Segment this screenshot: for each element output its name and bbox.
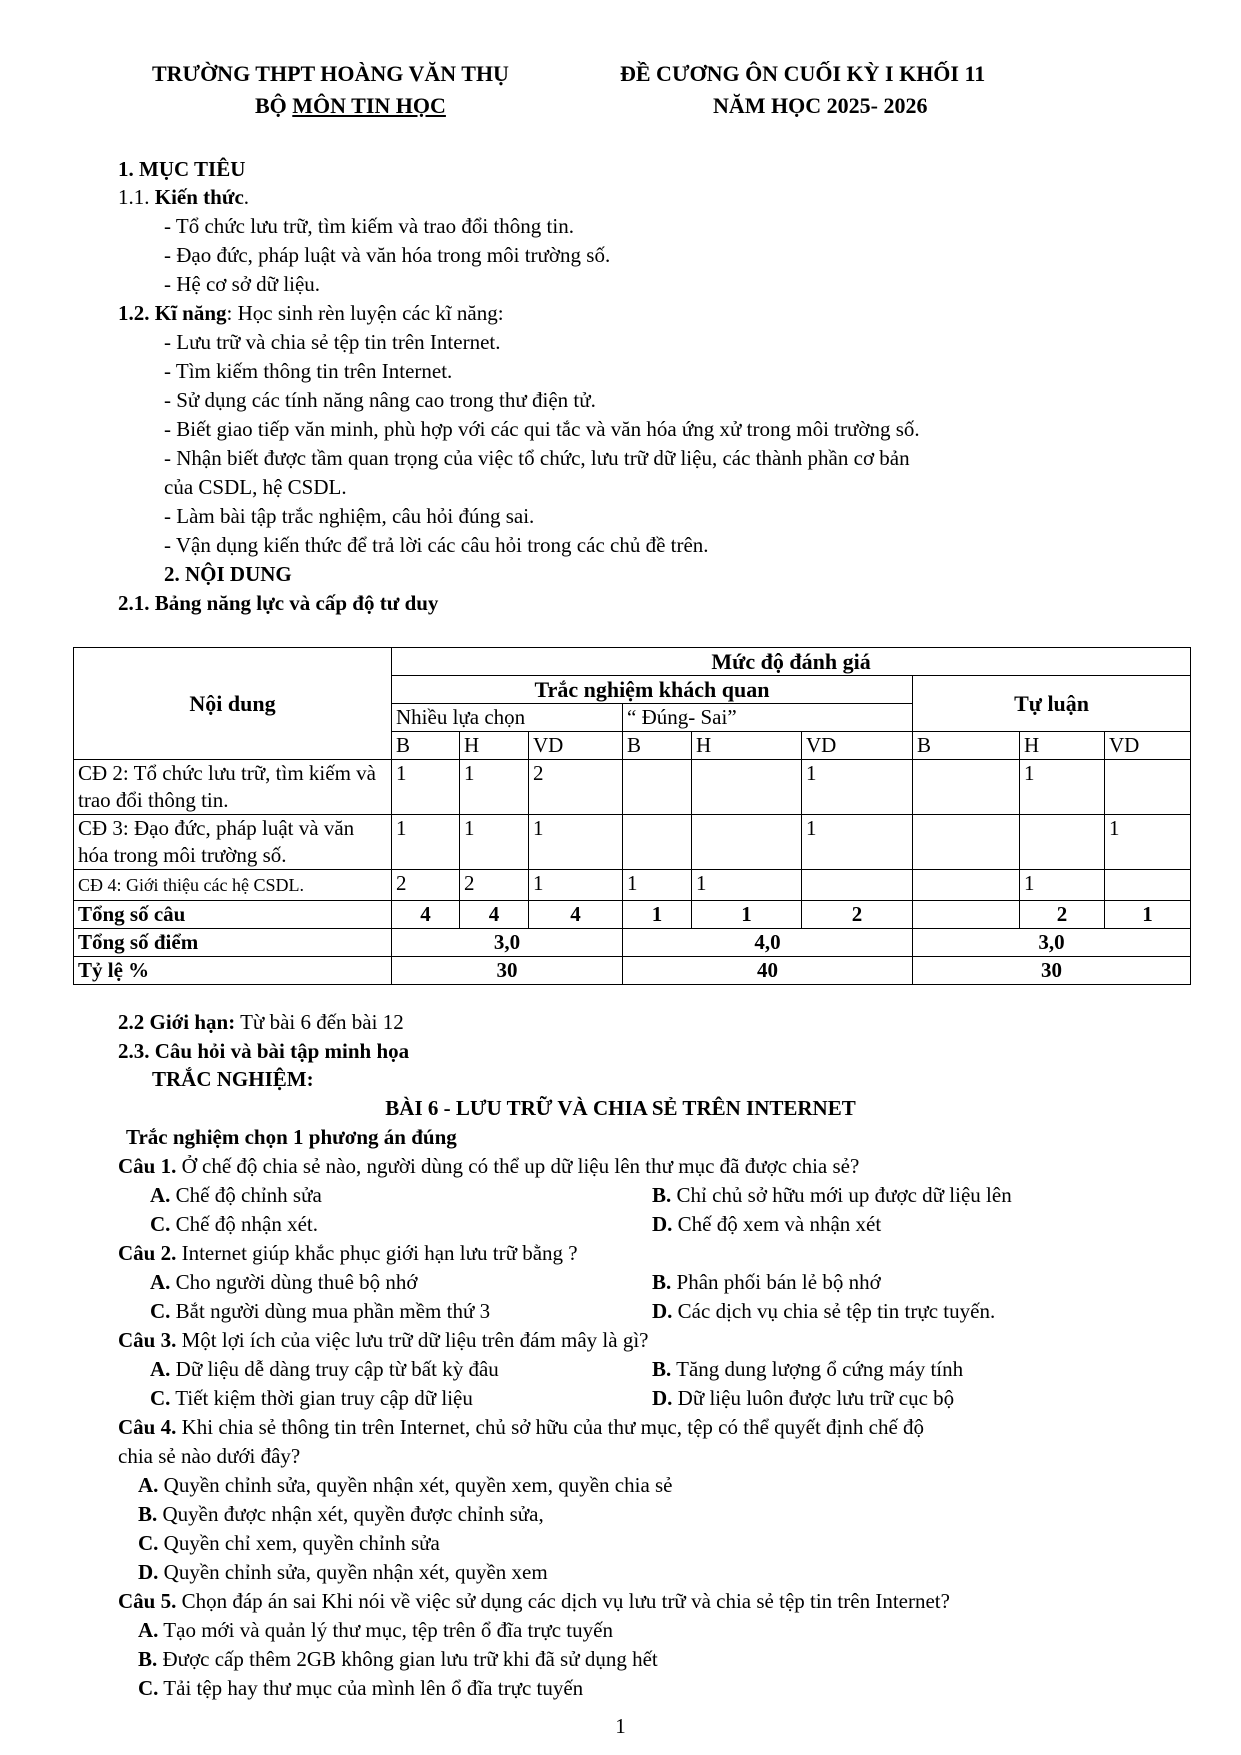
option	[652, 1358, 963, 1381]
instruction: Trắc nghiệm chọn 1 phương án đúng	[126, 1125, 457, 1149]
department	[255, 94, 446, 118]
question-number: Câu 4.	[118, 1415, 177, 1439]
data-cell: 1	[1020, 870, 1105, 901]
option-text: Chế độ chỉnh sửa	[170, 1183, 322, 1207]
page-number: 1	[615, 1714, 626, 1738]
option-text: Chế độ xem và nhận xét	[672, 1212, 882, 1236]
level-cell: VD	[529, 732, 623, 760]
level-cell: B	[913, 732, 1020, 760]
assessment-table	[73, 647, 1191, 985]
total-cell: 2	[1020, 901, 1105, 929]
knowledge-label: Kiến thức	[154, 185, 244, 209]
option	[138, 1677, 583, 1700]
points-cell: 3,0	[392, 929, 623, 957]
data-cell: 1	[802, 815, 913, 870]
question	[118, 1416, 924, 1439]
total-cell: 1	[623, 901, 692, 929]
skills-intro: : Học sinh rèn luyện các kĩ năng:	[226, 301, 504, 325]
option	[150, 1184, 322, 1207]
option-text: Cho người dùng thuê bộ nhớ	[170, 1270, 418, 1294]
header-dung-sai: “ Đúng- Sai”	[623, 704, 913, 732]
skills-item: - Nhận biết được tầm quan trọng của việc tổ chức, lưu trữ dữ liệu, các thành phần cơ bản	[164, 446, 910, 470]
table-row-total-questions	[74, 901, 1191, 929]
ratio-cell: 30	[913, 957, 1191, 985]
option-letter: A.	[150, 1270, 171, 1294]
option-letter: C.	[150, 1299, 171, 1323]
skills-item: của CSDL, hệ CSDL.	[164, 475, 347, 499]
option-text: Quyền chỉ xem, quyền chỉnh sửa	[158, 1531, 440, 1555]
question-text: Chọn đáp án sai Khi nói về việc sử dụng các dịch vụ lưu trữ và chia sẻ tệp tin trên Internet?	[176, 1589, 950, 1613]
limit-label: 2.2 Giới hạn:	[118, 1010, 236, 1034]
option-text: Được cấp thêm 2GB không gian lưu trữ khi đã sử dụng hết	[157, 1647, 658, 1671]
document-title: ĐỀ CƯƠNG ÔN CUỐI KỲ I KHỐI 11	[620, 61, 986, 86]
data-cell	[1020, 815, 1105, 870]
total-cell: 1	[692, 901, 802, 929]
row-label: CĐ 3: Đạo đức, pháp luật và văn hóa trong môi trường số.	[74, 815, 392, 870]
data-cell	[1105, 760, 1191, 815]
option-text: Tải tệp hay thư mục của mình lên ổ đĩa trực tuyến	[158, 1676, 584, 1700]
data-cell	[913, 815, 1020, 870]
option-letter: B.	[652, 1357, 672, 1381]
data-cell: 2	[392, 870, 460, 901]
option	[138, 1532, 440, 1555]
skills-item: - Làm bài tập trắc nghiệm, câu hỏi đúng sai.	[164, 504, 535, 528]
table-row	[74, 815, 1191, 870]
school-year: NĂM HỌC 2025- 2026	[713, 93, 928, 118]
question-text: Ở chế độ chia sẻ nào, người dùng có thể up dữ liệu lên thư mục đã được chia sẻ?	[176, 1154, 860, 1178]
section-1-heading: 1. MỤC TIÊU	[118, 157, 246, 181]
total-cell: 4	[529, 901, 623, 929]
option-text: Chỉ chủ sở hữu mới up được dữ liệu lên	[671, 1183, 1012, 1207]
total-cell: 2	[802, 901, 913, 929]
level-cell: B	[392, 732, 460, 760]
data-cell	[913, 760, 1020, 815]
data-cell	[913, 870, 1020, 901]
option-text: Dữ liệu dễ dàng truy cập từ bất kỳ đâu	[170, 1357, 499, 1381]
option	[138, 1648, 658, 1671]
ratio-cell: 40	[623, 957, 913, 985]
data-cell	[623, 760, 692, 815]
option	[138, 1474, 673, 1497]
option	[652, 1184, 1012, 1207]
level-cell: H	[692, 732, 802, 760]
header-noi-dung: Nội dung	[74, 648, 392, 760]
question-text-cont: chia sẻ nào dưới đây?	[118, 1444, 301, 1468]
question-text: Một lợi ích của việc lưu trữ dữ liệu trên đám mây là gì?	[176, 1328, 649, 1352]
section-2-3-heading: 2.3. Câu hỏi và bài tập minh họa	[118, 1039, 410, 1063]
row-label: Tổng số điểm	[74, 929, 392, 957]
option-letter: A.	[138, 1473, 159, 1497]
level-cell: VD	[1105, 732, 1191, 760]
school-name: TRƯỜNG THPT HOÀNG VĂN THỤ	[152, 61, 509, 86]
level-cell: B	[623, 732, 692, 760]
question-number: Câu 3.	[118, 1328, 177, 1352]
data-cell: 1	[1020, 760, 1105, 815]
option-text: Tiết kiệm thời gian truy cập dữ liệu	[170, 1386, 473, 1410]
row-label: CĐ 2: Tổ chức lưu trữ, tìm kiếm và trao đổi thông tin.	[74, 760, 392, 815]
data-cell: 1	[692, 870, 802, 901]
row-label: Tổng số câu	[74, 901, 392, 929]
option	[138, 1503, 544, 1526]
option-text: Bắt người dùng mua phần mềm thứ 3	[170, 1299, 491, 1323]
table-row-total-points	[74, 929, 1191, 957]
ratio-cell: 30	[392, 957, 623, 985]
question-number: Câu 1.	[118, 1154, 177, 1178]
total-cell: 4	[392, 901, 460, 929]
section-2-2	[118, 1011, 404, 1034]
option-text: Quyền được nhận xét, quyền được chỉnh sửa,	[157, 1502, 544, 1526]
option-letter: B.	[138, 1502, 158, 1526]
option	[652, 1213, 881, 1236]
row-label: Tỷ lệ %	[74, 957, 392, 985]
option-text: Tạo mới và quản lý thư mục, tệp trên ổ đĩa trực tuyến	[158, 1618, 613, 1642]
department-name: MÔN TIN HỌC	[292, 93, 446, 118]
data-cell: 1	[529, 870, 623, 901]
question-text: Khi chia sẻ thông tin trên Internet, chủ sở hữu của thư mục, tệp có thể quyết định chế độ	[176, 1415, 925, 1439]
limit-text: Từ bài 6 đến bài 12	[235, 1010, 404, 1034]
skills-heading	[118, 302, 504, 325]
option-letter: B.	[138, 1647, 158, 1671]
data-cell: 1	[802, 760, 913, 815]
data-cell: 2	[460, 870, 529, 901]
skills-item: - Biết giao tiếp văn minh, phù hợp với các qui tắc và văn hóa ứng xử trong môi trường số.	[164, 417, 920, 441]
question	[118, 1155, 859, 1178]
option-text: Quyền chỉnh sửa, quyền nhận xét, quyền xem	[158, 1560, 548, 1584]
skills-label: 1.2. Kĩ năng	[118, 301, 227, 325]
knowledge-item: - Hệ cơ sở dữ liệu.	[164, 272, 321, 296]
data-cell: 2	[529, 760, 623, 815]
data-cell	[1105, 870, 1191, 901]
option-letter: A.	[150, 1357, 171, 1381]
option-letter: D.	[652, 1212, 673, 1236]
skills-item: - Lưu trữ và chia sẻ tệp tin trên Internet.	[164, 330, 501, 354]
data-cell: 1	[392, 760, 460, 815]
data-cell	[802, 870, 913, 901]
skills-item: - Vận dụng kiến thức để trả lời các câu hỏi trong các chủ đề trên.	[164, 533, 709, 557]
option	[138, 1619, 613, 1642]
header-tu-luan: Tự luận	[913, 676, 1191, 732]
level-cell: H	[460, 732, 529, 760]
trac-nghiem-heading: TRẮC NGHIỆM:	[152, 1067, 314, 1091]
data-cell	[623, 815, 692, 870]
option-letter: D.	[138, 1560, 159, 1584]
question-number: Câu 5.	[118, 1589, 177, 1613]
table-row	[74, 760, 1191, 815]
question	[118, 1590, 950, 1613]
option-letter: D.	[652, 1299, 673, 1323]
data-cell: 1	[392, 815, 460, 870]
option-letter: D.	[652, 1386, 673, 1410]
question-text: Internet giúp khắc phục giới hạn lưu trữ bằng ?	[176, 1241, 578, 1265]
question-number: Câu 2.	[118, 1241, 177, 1265]
data-cell	[692, 760, 802, 815]
department-prefix: BỘ	[255, 93, 293, 118]
option-letter: C.	[138, 1676, 159, 1700]
option	[652, 1387, 954, 1410]
option	[652, 1271, 881, 1294]
level-cell: H	[1020, 732, 1105, 760]
data-cell: 1	[529, 815, 623, 870]
header-nhieu-lua-chon: Nhiều lựa chọn	[392, 704, 623, 732]
option-text: Chế độ nhận xét.	[170, 1212, 318, 1236]
total-cell	[913, 901, 1020, 929]
data-cell	[692, 815, 802, 870]
option-letter: C.	[138, 1531, 159, 1555]
row-label: CĐ 4: Giới thiệu các hệ CSDL.	[74, 870, 392, 901]
data-cell: 1	[1105, 815, 1191, 870]
option-letter: C.	[150, 1212, 171, 1236]
option-text: Quyền chỉnh sửa, quyền nhận xét, quyền xem, quyền chia sẻ	[158, 1473, 673, 1497]
skills-item: - Sử dụng các tính năng nâng cao trong thư điện tử.	[164, 388, 596, 412]
option-letter: A.	[138, 1618, 159, 1642]
option	[150, 1300, 490, 1323]
option	[150, 1271, 418, 1294]
option-letter: B.	[652, 1270, 672, 1294]
section-2-1-heading: 2.1. Bảng năng lực và cấp độ tư duy	[118, 591, 439, 615]
section-2-heading: 2. NỘI DUNG	[164, 562, 292, 586]
option-text: Phân phối bán lẻ bộ nhớ	[671, 1270, 881, 1294]
points-cell: 4,0	[623, 929, 913, 957]
option-letter: A.	[150, 1183, 171, 1207]
knowledge-num: 1.1.	[118, 185, 155, 209]
option	[138, 1561, 548, 1584]
points-cell: 3,0	[913, 929, 1191, 957]
option-text: Các dịch vụ chia sẻ tệp tin trực tuyến.	[672, 1299, 996, 1323]
question	[118, 1242, 578, 1265]
option	[150, 1358, 499, 1381]
table-row-ratio	[74, 957, 1191, 985]
table-row	[74, 870, 1191, 901]
question	[118, 1329, 648, 1352]
total-cell: 4	[460, 901, 529, 929]
option	[150, 1213, 318, 1236]
data-cell: 1	[460, 815, 529, 870]
knowledge-item: - Tổ chức lưu trữ, tìm kiếm và trao đổi thông tin.	[164, 214, 574, 238]
option-letter: C.	[150, 1386, 171, 1410]
option-text: Dữ liệu luôn được lưu trữ cục bộ	[672, 1386, 955, 1410]
lesson-title: BÀI 6 - LƯU TRỮ VÀ CHIA SẺ TRÊN INTERNET	[385, 1096, 856, 1120]
option-letter: B.	[652, 1183, 672, 1207]
data-cell: 1	[623, 870, 692, 901]
knowledge-dot: .	[243, 185, 250, 209]
header-muc-do: Mức độ đánh giá	[392, 648, 1191, 676]
header-tnkq: Trắc nghiệm khách quan	[392, 676, 913, 704]
data-cell: 1	[460, 760, 529, 815]
option	[150, 1387, 473, 1410]
option-text: Tăng dung lượng ổ cứng máy tính	[671, 1357, 964, 1381]
skills-item: - Tìm kiếm thông tin trên Internet.	[164, 359, 453, 383]
knowledge-heading	[118, 186, 249, 209]
total-cell: 1	[1105, 901, 1191, 929]
option	[652, 1300, 995, 1323]
level-cell: VD	[802, 732, 913, 760]
knowledge-item: - Đạo đức, pháp luật và văn hóa trong môi trường số.	[164, 243, 611, 267]
